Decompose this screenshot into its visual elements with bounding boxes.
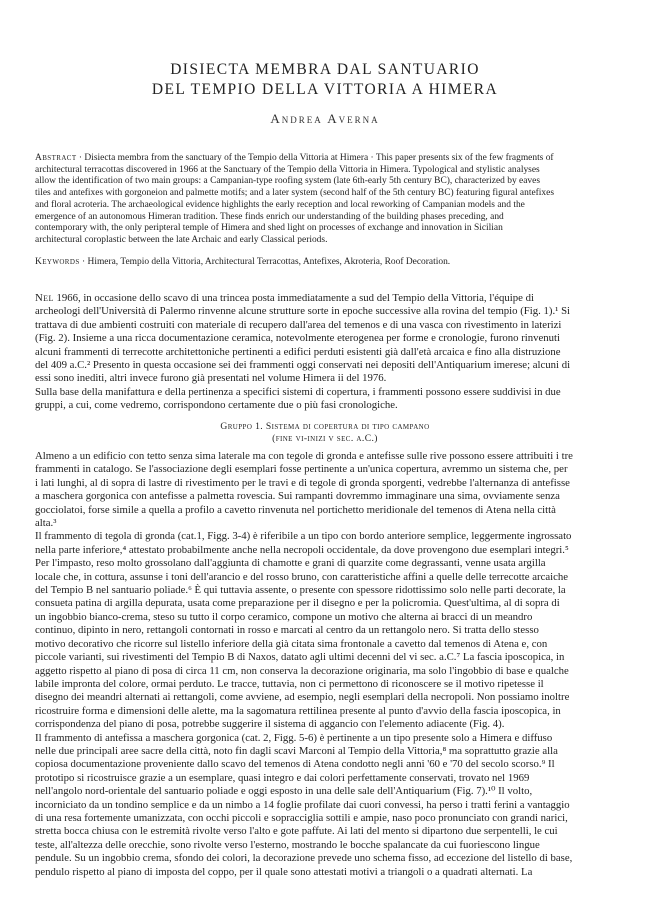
abstract-line: · Disiecta membra from the sanctuary of the Tempio della Vittoria at Himera · This paper presents six of the few fragments of bbox=[78, 153, 554, 163]
abstract-line: allow the identification of two main groups: a Campanian-type roofing system (late 6th-early 5th century BC), characterized by eaves bbox=[35, 176, 541, 187]
intro-first-word: Nel bbox=[35, 292, 54, 304]
body-line: del Tempio B nel santuario poliade.⁶ È qui tuttavia assente, o presente con spessore ridottissimo solo nelle parti decorate, la bbox=[35, 584, 566, 597]
body-line: archeologi dell'Università di Palermo rinvenne alcune strutture sorte in epoche successive alla rovina del tempio (Fig. 1).¹ Si bbox=[35, 305, 571, 318]
body-line: gruppi, a cui, come vedremo, corrispondono certamente due o più fasi cronologiche. bbox=[35, 399, 398, 412]
body-line: essi sono inediti, altri invece furono già presentati nel volume Himera ii del 1976. bbox=[35, 372, 387, 385]
body-line: a maschera gorgonica con antefisse a palmetta rovescia. Sui rampanti dovremmo immaginare una sima, ovviamente senza bbox=[35, 490, 560, 503]
body-line: ricostruire forma e dimensioni delle alette, ma la sagomatura rettilinea presente al punto d'avvio della fascia iposcopica, in bbox=[35, 704, 561, 717]
section-heading-line-1: Gruppo 1. Sistema di copertura di tipo campano bbox=[220, 421, 430, 432]
body-line: continuo, dipinto in nero, rettangoli contornati in rosso e marcati al centro da un rettangolo nero. Si tratta dello stesso bbox=[35, 624, 539, 637]
body-line: frammenti in catalogo. Se l'associazione degli esemplari fosse pertinente a un'unica copertura, avremmo un sistema che, per bbox=[35, 463, 568, 476]
article-title-line-1: DISIECTA MEMBRA DAL SANTUARIO bbox=[170, 61, 480, 78]
abstract-line: architectural terracottas discovered in 1966 at the Sanctuary of the Tempio della Vittoria in Himera. Typological and stylistic analyses bbox=[35, 164, 540, 175]
abstract-line: tiles and antefixes with gorgoneion and palmette motifs; and a later system (second half of the 5th century BC) featuring figural antefixes bbox=[35, 188, 554, 199]
article-title-line-2: DEL TEMPIO DELLA VITTORIA A HIMERA bbox=[151, 81, 499, 98]
body-line: consueta patina di argilla depurata, usata come preparazione per il disegno e per la policromia. Quest'ultima, al di sopra di bbox=[35, 597, 560, 610]
intro-paragraph bbox=[35, 292, 615, 413]
section-heading bbox=[0, 421, 650, 445]
body-line: un ingobbio bianco-crema, steso su tutto il corpo ceramico, compone un motivo che alterna ai bracci di un meandro bbox=[35, 610, 533, 623]
body-line: corrispondenza del piano di posa, potrebbe suggerire il sistema di aggancio con l'elemento adiacente (Fig. 4). bbox=[35, 718, 505, 731]
abstract-line: and floral acroteria. The archaeological evidence highlights the early reception and local reworking of Campanian models and the bbox=[35, 199, 525, 210]
body-line: 1966, in occasione dello scavo di una trincea posta immediatamente a sud del Tempio della Vittoria, l'équipe di bbox=[53, 292, 534, 304]
body-line: piccole varianti, sui rivestimenti del Tempio B di Naxos, datato agli ultimi decenni del vi sec. a.C.⁷ La fascia iposcopica, in bbox=[35, 651, 565, 664]
body-line: nell'angolo nord-orientale del santuario poliade e oggi esposto in una delle sale dell'Antiquarium (Fig. 7).¹⁰ Il volto, bbox=[35, 785, 533, 798]
body-line: pendulo rispetto al piano di imposta del coppo, per il quale sono attestati motivi a triangoli o a quadrati alternati. La bbox=[35, 865, 533, 878]
body-line: di una resa fortemente umanizzata, con occhi piccoli e sopracciglia sottili e ampie, naso poco pronunciato con grandi narici, bbox=[35, 811, 568, 824]
body-line: stretta bocca chiusa con le estremità rivolte verso l'alto e gote paffute. Ai lati del mento si dipartono due serpentelli, le cui bbox=[35, 825, 558, 838]
body-line: trattava di due ambienti costruiti con materiale di recupero dall'area del temenos e di una vasca con rivestimento in laterizi bbox=[35, 318, 562, 331]
body-line: disegno dei meandri alternati ai rettangoli, come avviene, ad esempio, negli esemplari della necropoli. Non possiamo inoltre bbox=[35, 691, 570, 704]
body-line: Il frammento di antefissa a maschera gorgonica (cat. 2, Figg. 5-6) è pertinente a un tipo presente solo a Himera e diffuso bbox=[35, 731, 553, 744]
body-line: alcuni frammenti di terrecotte architettoniche pertinenti a edifici perduti esistenti già dall'età arcaica e fino alla distruzione bbox=[35, 345, 561, 358]
body-line: del 409 a.C.² Presento in questa occasione sei dei frammenti oggi conservati nei depositi dell'Antiquarium imerese; alcuni di bbox=[35, 359, 571, 372]
body-line: i lati lunghi, al di sopra di lastre di rivestimento per le travi e di tegole di gronda sporgenti, vedrebbe l'alternanza di antefisse bbox=[35, 476, 570, 489]
body-line: motivo decorativo che ricorre sul listello inferiore della già citata sima frontonale a cavetto dal temenos di Atena e, con bbox=[35, 637, 548, 650]
body-line: alta.³ bbox=[35, 517, 57, 530]
abstract bbox=[35, 153, 615, 247]
body-line: pendule. Su un ingobbio crema, sfondo dei colori, la decorazione prevede uno schema fisso, ad eccezione del listello di base, bbox=[35, 852, 573, 865]
section-heading-line-2: (fine vi-inizi v sec. a.C.) bbox=[272, 433, 378, 444]
body-line: gocciolatoi, forse simile a quella a profilo a cavetto rinvenuta nel portichetto meridionale del temenos di Atena nella città bbox=[35, 503, 556, 516]
body-line: locale che, in cottura, assunse i toni dell'arancio e del rosso bruno, con caratteristiche affini a quelle delle terrecotte arcaiche bbox=[35, 570, 569, 583]
body-line: copiosa documentazione proveniente dallo scavo del temenos di Atena condotto negli anni '60 e '70 del secolo scorso.⁹ Il bbox=[35, 758, 555, 771]
article-author: Andrea Averna bbox=[270, 111, 380, 126]
keywords-text: · Himera, Tempio della Vittoria, Architectural Terracottas, Antefixes, Akroteria, Roof Decoration. bbox=[82, 257, 451, 267]
body-line: aggetto rispetto al piano di posa di circa 11 cm, non conserva la decorazione originaria, ma solo l'ingobbio di base e qualche bbox=[35, 664, 569, 677]
abstract-line: architectural coroplastic between the late Archaic and early Classical periods. bbox=[35, 234, 328, 245]
body-line: teste, all'altezza delle orecchie, sono rivolte verso l'esterno, mostrando le bocche spalancate da cui fuoriescono lingue bbox=[35, 838, 540, 851]
section-body bbox=[35, 450, 615, 879]
abstract-line: contemporary with, the only peripteral temple of Himera and shed light on processes of exchange and innovation in Sicilian bbox=[35, 223, 503, 234]
abstract-label: Abstract bbox=[35, 153, 77, 163]
body-line: (Fig. 2). Insieme a una ricca documentazione ceramica, notevolmente eterogenea per forme e cronologie, furono rinvenuti bbox=[35, 332, 561, 345]
body-line: incorniciato da un tondino semplice e da un nimbo a 14 foglie profilate dai cuori convessi, ha perso i tratti ferini a vantaggio bbox=[35, 798, 570, 811]
keywords bbox=[35, 257, 615, 269]
body-line: Per l'impasto, reso molto grossolano dall'aggiunta di chamotte e grani di quarzite come degrassanti, venne usata argilla bbox=[35, 557, 546, 570]
keywords-label: Keywords bbox=[35, 257, 80, 267]
body-line: Almeno a un edificio con tetto senza sima laterale ma con tegole di gronda e antefisse sulle rive possono essere attribuiti i tre bbox=[35, 450, 573, 462]
body-line: labile impronta del colore, ormai perduto. Le tracce, tuttavia, non ci permettono di riconoscere se il motivo ripetesse il bbox=[35, 677, 544, 690]
abstract-line: emergence of an autonomous Himeran tradition. These finds enrich our understanding of the building phases preceding, and bbox=[35, 211, 504, 222]
body-line: nelle due principali aree sacre della città, noto fin dagli scavi Marconi al Tempio della Vittoria,⁸ ma soprattutto grazie alla bbox=[35, 744, 558, 757]
body-line: Il frammento di tegola di gronda (cat.1, Figg. 3-4) è riferibile a un tipo con bordo anteriore semplice, leggermente ingrossato bbox=[35, 530, 572, 543]
body-line: Sulla base della manifattura e della pertinenza a specifici sistemi di copertura, i frammenti possono essere suddivisi in due bbox=[35, 385, 561, 398]
body-line: prototipo si ricostruisce grazie a un esemplare, quasi integro e dai colori perfettamente conservati, trovato nel 1969 bbox=[35, 771, 530, 784]
body-line: nella parte inferiore,⁴ attestato probabilmente anche nella necropoli occidentale, da dove provengono due esemplari integri.⁵ bbox=[35, 543, 569, 556]
